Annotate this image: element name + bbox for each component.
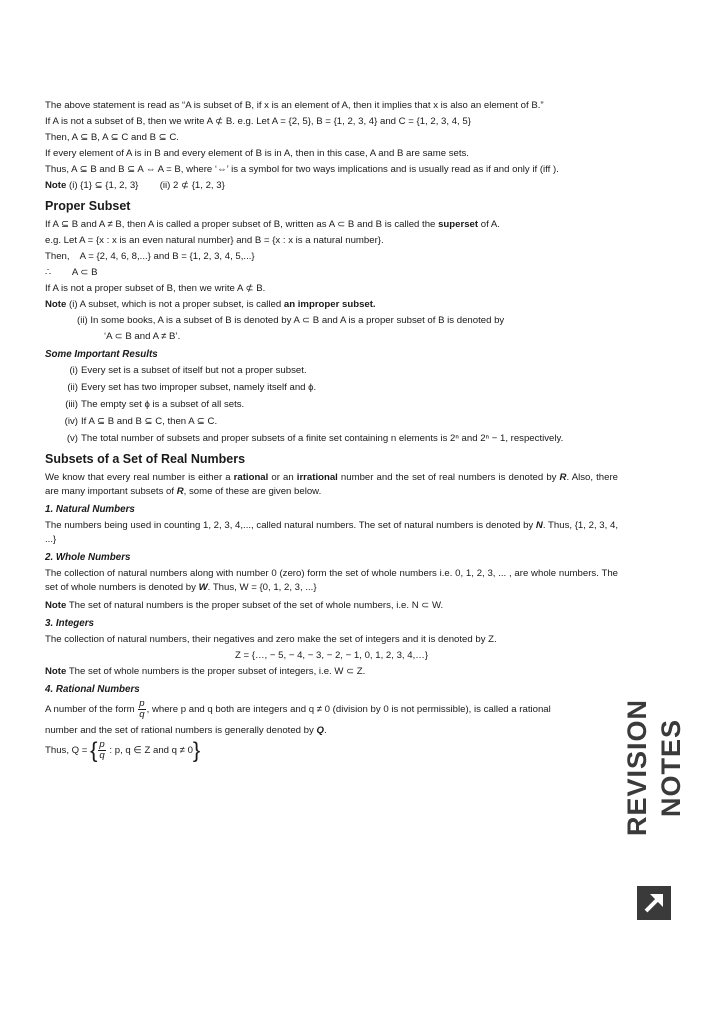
item-text: The total number of subsets and proper subsets of a finite set containing n elements is 2ⁿ and 2ⁿ − 1, respectively.	[81, 433, 564, 444]
item-text: Every set has two improper subset, namely itself and ϕ.	[81, 382, 317, 393]
note-text: The set of whole numbers is the proper subset of integers, i.e. W ⊂ Z.	[66, 666, 366, 677]
item-number: (ii)	[67, 382, 78, 393]
results-list	[45, 364, 618, 446]
item-number: (iv)	[64, 416, 78, 427]
arrow-up-right-icon	[637, 886, 671, 920]
heading-rational-numbers: 4. Rational Numbers	[45, 684, 140, 695]
proper-not: If A is not a proper subset of B, then we write A ⊄ B.	[45, 283, 266, 294]
note-label: Note	[45, 299, 67, 310]
integers-formula: Z = {…, − 5, − 4, − 3, − 2, − 1, 0, 1, 2, 3, 4,…}	[234, 650, 429, 661]
item-number: (iii)	[65, 399, 78, 410]
integers-note	[45, 665, 618, 679]
whole-note	[45, 599, 618, 613]
reals-text: or an	[268, 472, 297, 483]
set-builder-prefix: Thus, Q =	[45, 745, 91, 757]
improper-subset-term: an improper subset.	[283, 299, 376, 310]
symbol-Q: Q	[316, 725, 324, 736]
whole-text	[45, 567, 618, 595]
symbol-R: R	[176, 486, 184, 497]
note-label: Note	[45, 666, 67, 677]
intro-equal: If every element of A is in B and every element of B is in A, then in this case, A and B are same sets.	[45, 148, 469, 159]
proper-note-2: (ii) In some books, A is a subset of B is denoted by A ⊂ B and A is a proper subset of B is denoted by	[77, 315, 505, 326]
note-item-1: (i) A subset, which is not a proper subset, is called	[69, 299, 284, 310]
list-item	[45, 364, 618, 378]
intro-not-subset: If A is not a subset of B, then we write A ⊄ B. e.g. Let A = {2, 5}, B = {1, 2, 3, 4} and C = {1, 2, 3, 4, 5}	[45, 116, 471, 127]
intro-thus: Thus, A ⊆ B and B ⊆ A ⇔ A = B, where ‘⇔’ is a symbol for two ways implications and is usually read as if and only if (iff ).	[45, 164, 559, 175]
heading-proper-subset: Proper Subset	[45, 199, 131, 213]
revision-notes-label: REVISION NOTES	[622, 698, 686, 837]
reals-intro	[45, 471, 618, 499]
symbol-R: R	[559, 472, 567, 483]
list-item	[45, 432, 618, 446]
reals-text: number and the set of real numbers is denoted by	[337, 472, 560, 483]
rational-set-builder	[45, 737, 618, 763]
proper-def-text: If A ⊆ B and A ≠ B, then A is called a proper subset of B, written as A ⊂ B and B is called the	[45, 219, 439, 230]
period: .	[323, 725, 327, 736]
item-text: If A ⊆ B and B ⊆ C, then A ⊆ C.	[81, 416, 218, 427]
rational-desc: A number of the form	[45, 704, 138, 716]
brace-close: }	[192, 737, 201, 763]
item-number: (v)	[66, 433, 78, 444]
note-label: Note	[45, 180, 67, 191]
reals-text: , some of these are given below.	[183, 486, 322, 497]
symbol-W: W	[198, 582, 208, 593]
natural-text	[45, 519, 618, 547]
proper-note-2-cont: ‘A ⊂ B and A ≠ B’.	[104, 331, 181, 342]
brace-open: {	[90, 737, 98, 763]
item-text: Every set is a subset of itself but not a proper subset.	[81, 365, 307, 376]
reals-text: . Also, there are many important subsets of	[45, 472, 618, 497]
list-item	[45, 381, 618, 395]
fraction-numerator: p	[139, 698, 145, 709]
whole-desc: The collection of natural numbers along with number 0 (zero) form the set of whole numbers i.e. 0, 1, 2, 3, ... , are whole numbers. The set of whole numbers is denoted by	[45, 568, 618, 593]
note-label: Note	[45, 600, 67, 611]
natural-desc-end: . Thus, {1, 2, 3, 4, ...}	[45, 520, 618, 545]
list-item	[45, 398, 618, 412]
heading-natural-numbers: 1. Natural Numbers	[45, 504, 135, 515]
fraction-denominator: q	[99, 750, 105, 761]
item-number: (i)	[69, 365, 78, 376]
intro-statement: The above statement is read as “A is subset of B, if x is an element of A, then it implies that x is also an element of B.”	[45, 100, 544, 111]
note-text: The set of natural numbers is the proper subset of the set of whole numbers, i.e. N ⊂ W.	[66, 600, 444, 611]
set-builder-condition: : p, q ∈ Z and q ≠ 0	[106, 745, 193, 757]
proper-then: Then, A = {2, 4, 6, 8,...} and B = {1, 2, 3, 4, 5,...}	[45, 251, 255, 262]
rational-desc-cont: , where p and q both are integers and q ≠ 0 (division by 0 is not permissible), is called a rational	[146, 704, 551, 716]
symbol-N: N	[535, 520, 543, 531]
rational-term: rational	[233, 472, 269, 483]
list-item	[45, 415, 618, 429]
fraction-p-over-q	[98, 740, 105, 761]
proper-note	[45, 298, 618, 312]
fraction-p-over-q	[138, 699, 145, 720]
proper-example: e.g. Let A = {x : x is an even natural number} and B = {x : x is a natural number}.	[45, 235, 384, 246]
fraction-numerator: p	[99, 739, 105, 750]
proper-therefore: ∴ A ⊂ B	[45, 267, 98, 278]
rational-text	[45, 699, 618, 720]
natural-desc: The numbers being used in counting 1, 2, 3, 4,..., called natural numbers. The set of natural numbers is denoted by	[45, 520, 536, 531]
irrational-term: irrational	[296, 472, 338, 483]
rational-text-2	[45, 724, 618, 738]
heading-important-results: Some Important Results	[45, 349, 158, 360]
rational-desc-end: number and the set of rational numbers is generally denoted by	[45, 725, 317, 736]
revision-notes-sidebar	[622, 655, 686, 920]
proper-definition	[45, 218, 618, 232]
page-content	[45, 99, 618, 763]
integers-text: The collection of natural numbers, their negatives and zero make the set of integers and it is denoted by Z.	[45, 634, 497, 645]
proper-def-end: of A.	[478, 219, 500, 230]
note-text: (i) {1} ⊆ {1, 2, 3} (ii) 2 ⊄ {1, 2, 3}	[69, 180, 225, 191]
heading-integers: 3. Integers	[45, 618, 95, 629]
item-text: The empty set ϕ is a subset of all sets.	[81, 399, 245, 410]
intro-then: Then, A ⊆ B, A ⊆ C and B ⊆ C.	[45, 132, 179, 143]
superset-term: superset	[438, 219, 479, 230]
heading-real-subsets: Subsets of a Set of Real Numbers	[45, 452, 246, 466]
intro-note	[45, 179, 618, 193]
fraction-denominator: q	[139, 709, 145, 720]
reals-text: We know that every real number is either a	[45, 472, 234, 483]
heading-whole-numbers: 2. Whole Numbers	[45, 552, 131, 563]
whole-desc-end: . Thus, W = {0, 1, 2, 3, ...}	[207, 582, 317, 593]
